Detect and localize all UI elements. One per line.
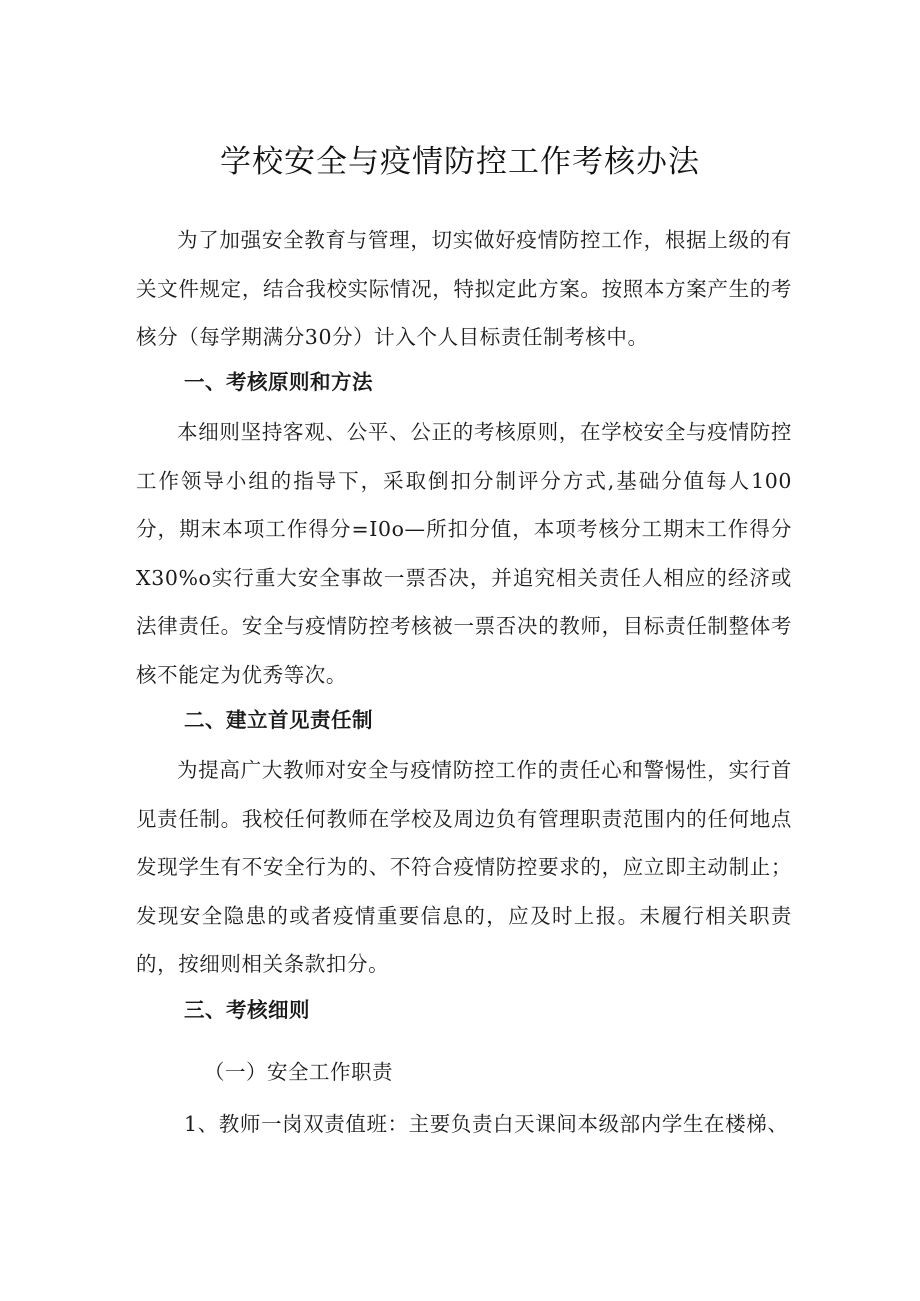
section-3-heading: 三、考核细则 — [184, 998, 310, 1022]
intro-paragraph: 为了加强安全教育与管理，切实做好疫情防控工作，根据上级的有关文件规定，结合我校实际情况，特拟定此方案。按照本方案产生的考核分（每学期满分30分）计入个人目标责任制考核中。 — [136, 228, 792, 349]
section-2-heading: 二、建立首见责任制 — [184, 708, 373, 732]
section-2-body: 为提高广大教师对安全与疫情防控工作的责任心和警惕性，实行首见责任制。我校任何教师在学校及周边负有管理职责范围内的任何地点发现学生有不安全行为的、不符合疫情防控要求的，应立即主动制止；发现安全隐患的或者疫情重要信息的，应及时上报。未履行相关职责的，按细则相关条款扣分。 — [136, 758, 792, 976]
section-1-heading: 一、考核原则和方法 — [184, 370, 373, 394]
section-3-subheading: （一）安全工作职责 — [204, 1060, 393, 1084]
document-title: 学校安全与疫情防控工作考核办法 — [220, 144, 700, 180]
section-3-item-1: 1、教师一岗双责值班：主要负责白天课间本级部内学生在楼梯、 — [184, 1112, 789, 1136]
section-1-body: 本细则坚持客观、公平、公正的考核原则，在学校安全与疫情防控工作领导小组的指导下，采取倒扣分制评分方式,基础分值每人100分，期末本项工作得分=I0o—所扣分值，本项考核分工期末工作得分X30%o实行重大安全事故一票否决，并追究相关责任人相应的经济或法律责任。安全与疫情防控考核被一票否决的教师，目标责任制整体考核不能定为优秀等次。 — [136, 420, 792, 687]
